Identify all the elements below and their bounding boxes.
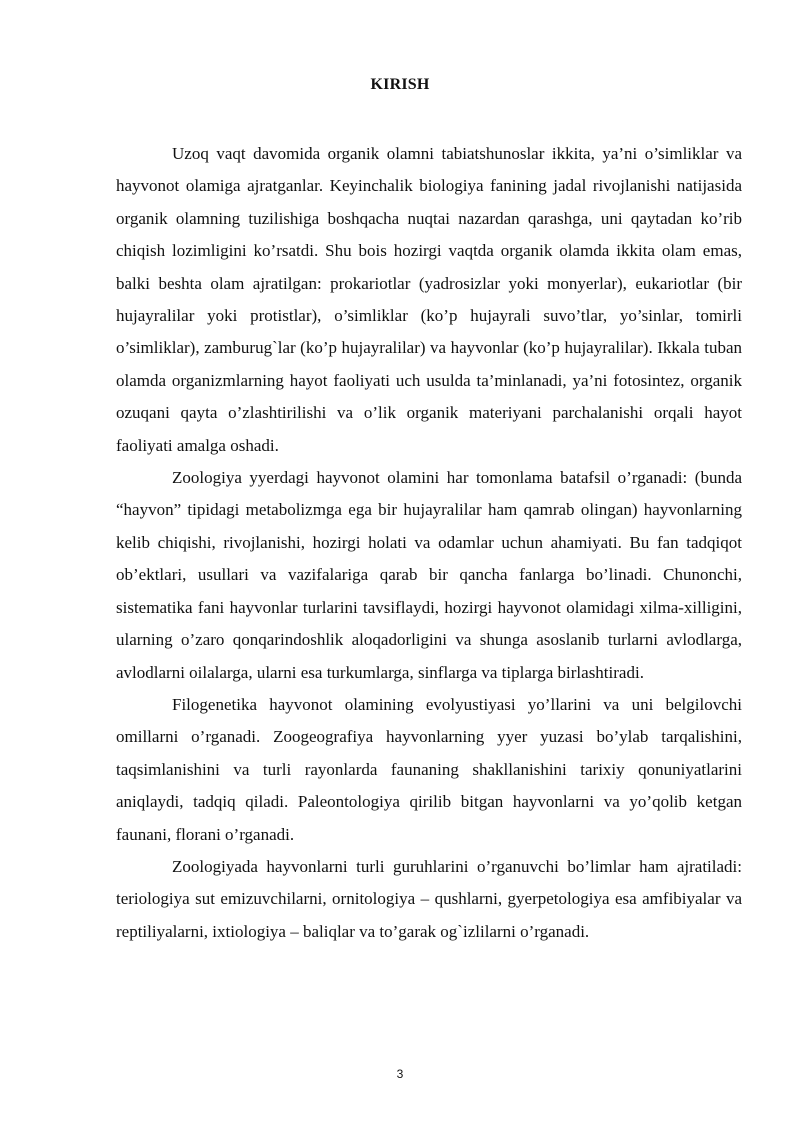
paragraph-4: Zoologiyada hayvonlarni turli guruhlarini o’rganuvchi bo’limlar ham ajratiladi: teriologiya sut emizuvchilarni, ornitologiya – qushlarni, gyerpetologiya esa amfibiyalar va reptiliyalarni, ixtiologiya – baliqlar va to’garak og`izlilarni o’rganadi. [116, 856, 742, 941]
paragraph-3: Filogenetika hayvonot olamining evolyustiyasi yo’llarini va uni belgilovchi omillarni o’rganadi. Zoogeografiya hayvonlarning yyer yuzasi bo’ylab tarqalishini, taqsimlanishini va turli rayonlarda faunaning shakllanishini tarixiy qonuniyatlarini aniqlaydi, tadqiq qiladi. Paleontologiya qirilib bitgan hayvonlarni va yo’qolib ketgan faunani, florani o’rganadi. [116, 694, 742, 844]
paragraph-2: Zoologiya yyerdagi hayvonot olamini har tomonlama batafsil o’rganadi: (bunda “hayvon” tipidagi metabolizmga ega bir hujayralilar ham qamrab olingan) hayvonlarning kelib chiqishi, rivojlanishi, hozirgi holati va odamlar uchun ahamiyati. Bu fan tadqiqot ob’ektlari, usullari va vazifalariga qarab bir qancha fanlarga bo’linadi. Chunonchi, sistematika fani hayvonlar turlarini tavsiflaydi, hozirgi hayvonot olamidagi xilma-xilligini, ularning o’zaro qonqarindoshlik aloqadorligini va shunga asoslanib turlarni avlodlarga, avlodlarni oilalarga, ularni esa turkumlarga, sinflarga va tiplarga birlashtiradi. [116, 468, 742, 682]
page-title: KIRISH [370, 76, 430, 93]
paragraph-1: Uzoq vaqt davomida organik olamni tabiatshunoslar ikkita, ya’ni o’simliklar va hayvonot olamiga ajratganlar. Keyinchalik biologiya fanining jadal rivojlanishi natijasida organik olamning tuzilishiga boshqacha nuqtai nazardan qarashga, uni qaytadan ko’rib chiqish lozimligini ko’rsatdi. Shu bois hozirgi vaqtda organik olamda ikkita olam emas, balki beshta olam ajratilgan: prokariotlar (yadrosizlar yoki monyerlar), eukariotlar (bir hujayralilar yoki protistlar), o’simliklar (ko’p hujayrali suvo’tlar, yo’sinlar, tomirli o’simliklar), zamburug`lar (ko’p hujayralilar) va hayvonlar (ko’p hujayralilar). Ikkala tuban olamda organizmlarning hayot faoliyati uch usulda ta’minlanadi, ya’ni fotosintez, organik ozuqani qayta o’zlashtirilishi va o’lik organik materiyani parchalanishi orqali hayot faoliyati amalga oshadi. [116, 144, 742, 455]
page-number: 3 [396, 1067, 404, 1081]
body-text [116, 138, 742, 948]
